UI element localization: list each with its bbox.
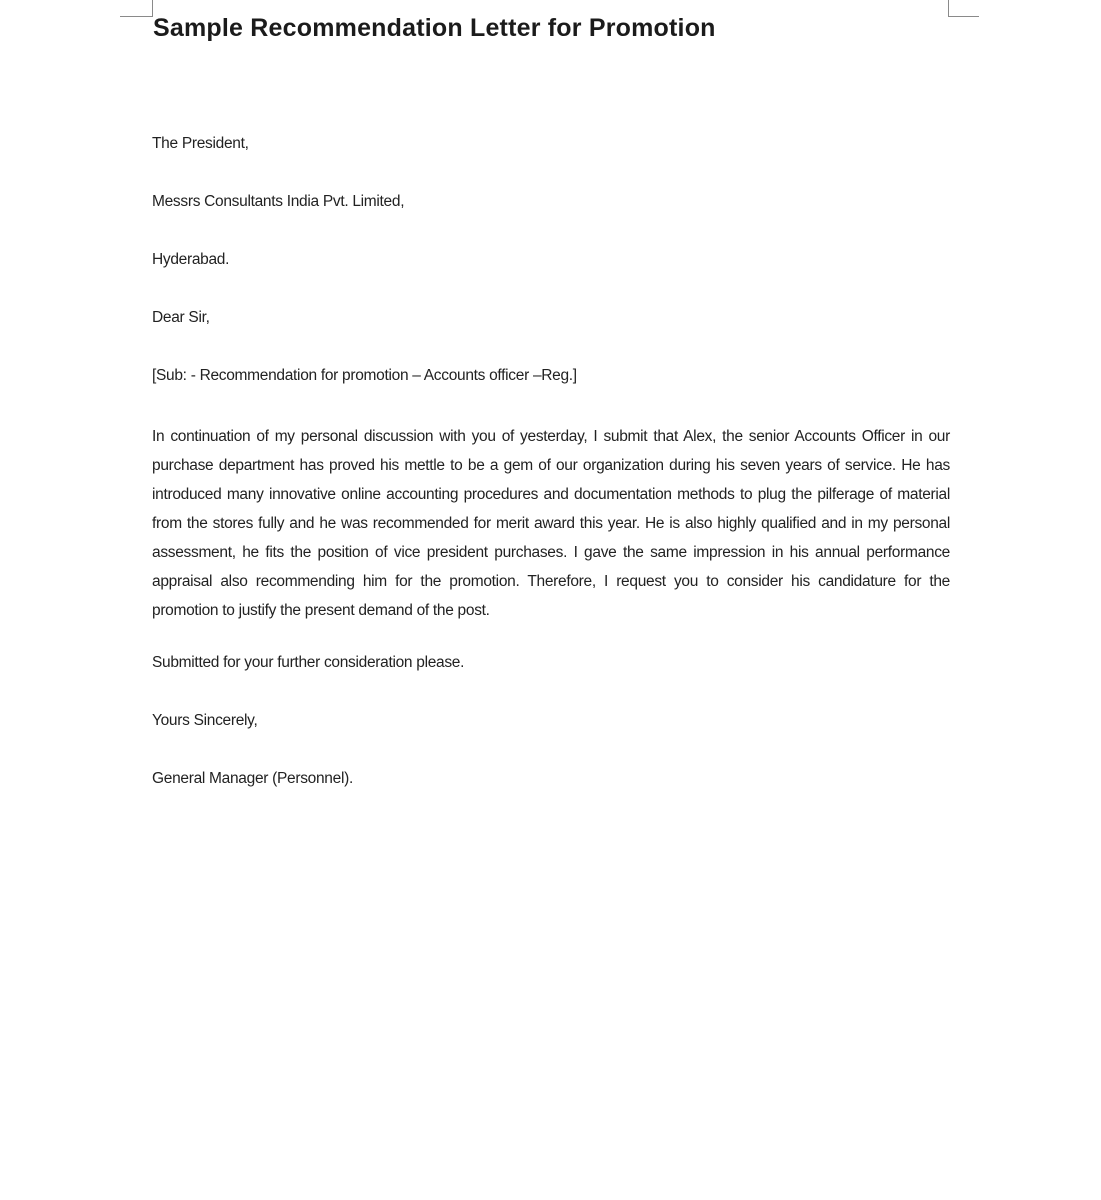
recipient-line-2: Messrs Consultants India Pvt. Limited, [152,193,405,210]
letter-body [152,132,950,825]
subject-line: [Sub: - Recommendation for promotion – Accounts officer –Reg.] [152,367,577,384]
salutation: Dear Sir, [152,309,210,326]
page-corner-mark-left [120,0,153,17]
page-corner-mark-right [948,0,979,17]
main-paragraph: In continuation of my personal discussion with you of yesterday, I submit that Alex, the senior Accounts Officer in our purchase department has proved his mettle to be a gem of our organization during his seven years of service. He has introduced many innovative online accounting procedures and documentation methods to plug the pilferage of material from the stores fully and he was recommended for merit award this year. He is also highly qualified and in my personal assessment, he fits the position of vice president purchases. I gave the same impression in his annual performance appraisal also recommending him for the promotion. Therefore, I request you to consider his candidature for the promotion to justify the present demand of the post. [152,428,950,619]
recipient-line-1: The President, [152,135,249,152]
signature: General Manager (Personnel). [152,770,353,787]
document-title: Sample Recommendation Letter for Promotion [153,14,716,42]
recipient-line-3: Hyderabad. [152,251,230,268]
closing-note: Submitted for your further consideration please. [152,654,465,671]
sign-off: Yours Sincerely, [152,712,258,729]
